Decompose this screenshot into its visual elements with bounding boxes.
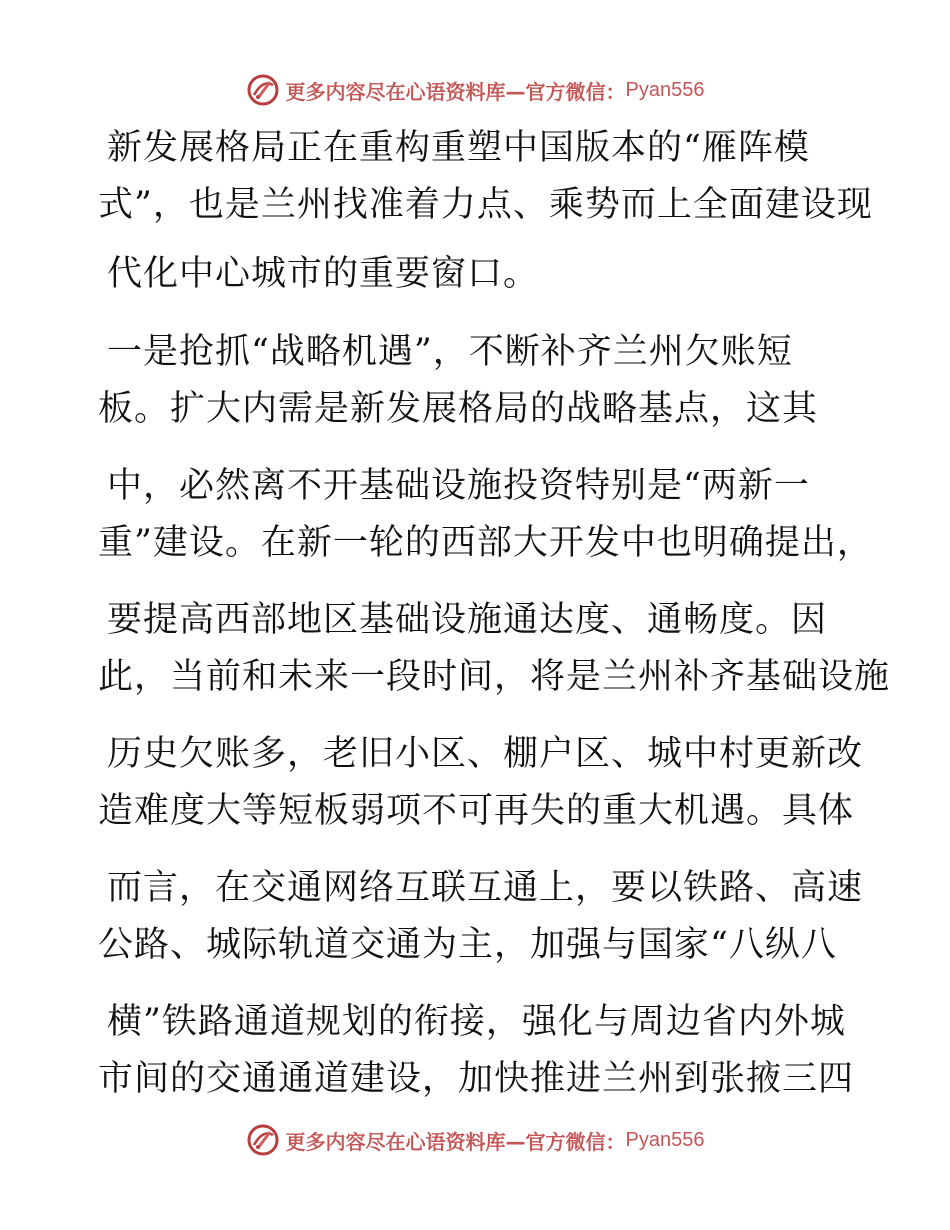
banner-text: 更多内容尽在心语资料库—官方微信：: [285, 1129, 626, 1154]
header-banner: [0, 70, 950, 110]
text-line: 中，必然离不开基础设施投资特别是“两新一: [107, 466, 810, 506]
banner-wechat-id: Pyan556: [625, 78, 705, 101]
text-line: 板。扩大内需是新发展格局的战略基点，这其: [98, 389, 819, 429]
text-line: 一是抢抓“战略机遇”，不断补齐兰州欠账短: [107, 332, 793, 372]
text-line: 代化中心城市的重要窗口。: [107, 254, 540, 294]
text-line: 市间的交通通道建设，加快推进兰州到张掖三四: [98, 1059, 855, 1099]
logo-icon: [246, 1123, 280, 1157]
text-line: 式”，也是兰州找准着力点、乘势而上全面建设现: [98, 185, 873, 225]
text-line: 新发展格局正在重构重塑中国版本的“雁阵模: [107, 128, 810, 168]
text-line: 而言，在交通网络互联互通上，要以铁路、高速: [107, 868, 864, 908]
footer-banner: [0, 1120, 950, 1160]
text-line: 横”铁路通道规划的衔接，强化与周边省内外城: [107, 1002, 846, 1042]
text-line: 此，当前和未来一段时间，将是兰州补齐基础设施: [98, 657, 891, 697]
text-line: 要提高西部地区基础设施通达度、通畅度。因: [107, 600, 828, 640]
banner-wechat-id: Pyan556: [625, 1128, 705, 1151]
text-line: 历史欠账多，老旧小区、棚户区、城中村更新改: [107, 734, 864, 774]
text-line: 公路、城际轨道交通为主，加强与国家“八纵八: [98, 925, 837, 965]
banner-text: 更多内容尽在心语资料库—官方微信：: [285, 79, 626, 104]
logo-icon: [246, 73, 280, 107]
text-line: 重”建设。在新一轮的西部大开发中也明确提出，: [98, 523, 873, 563]
text-line: 造难度大等短板弱项不可再失的重大机遇。具体: [98, 791, 855, 831]
